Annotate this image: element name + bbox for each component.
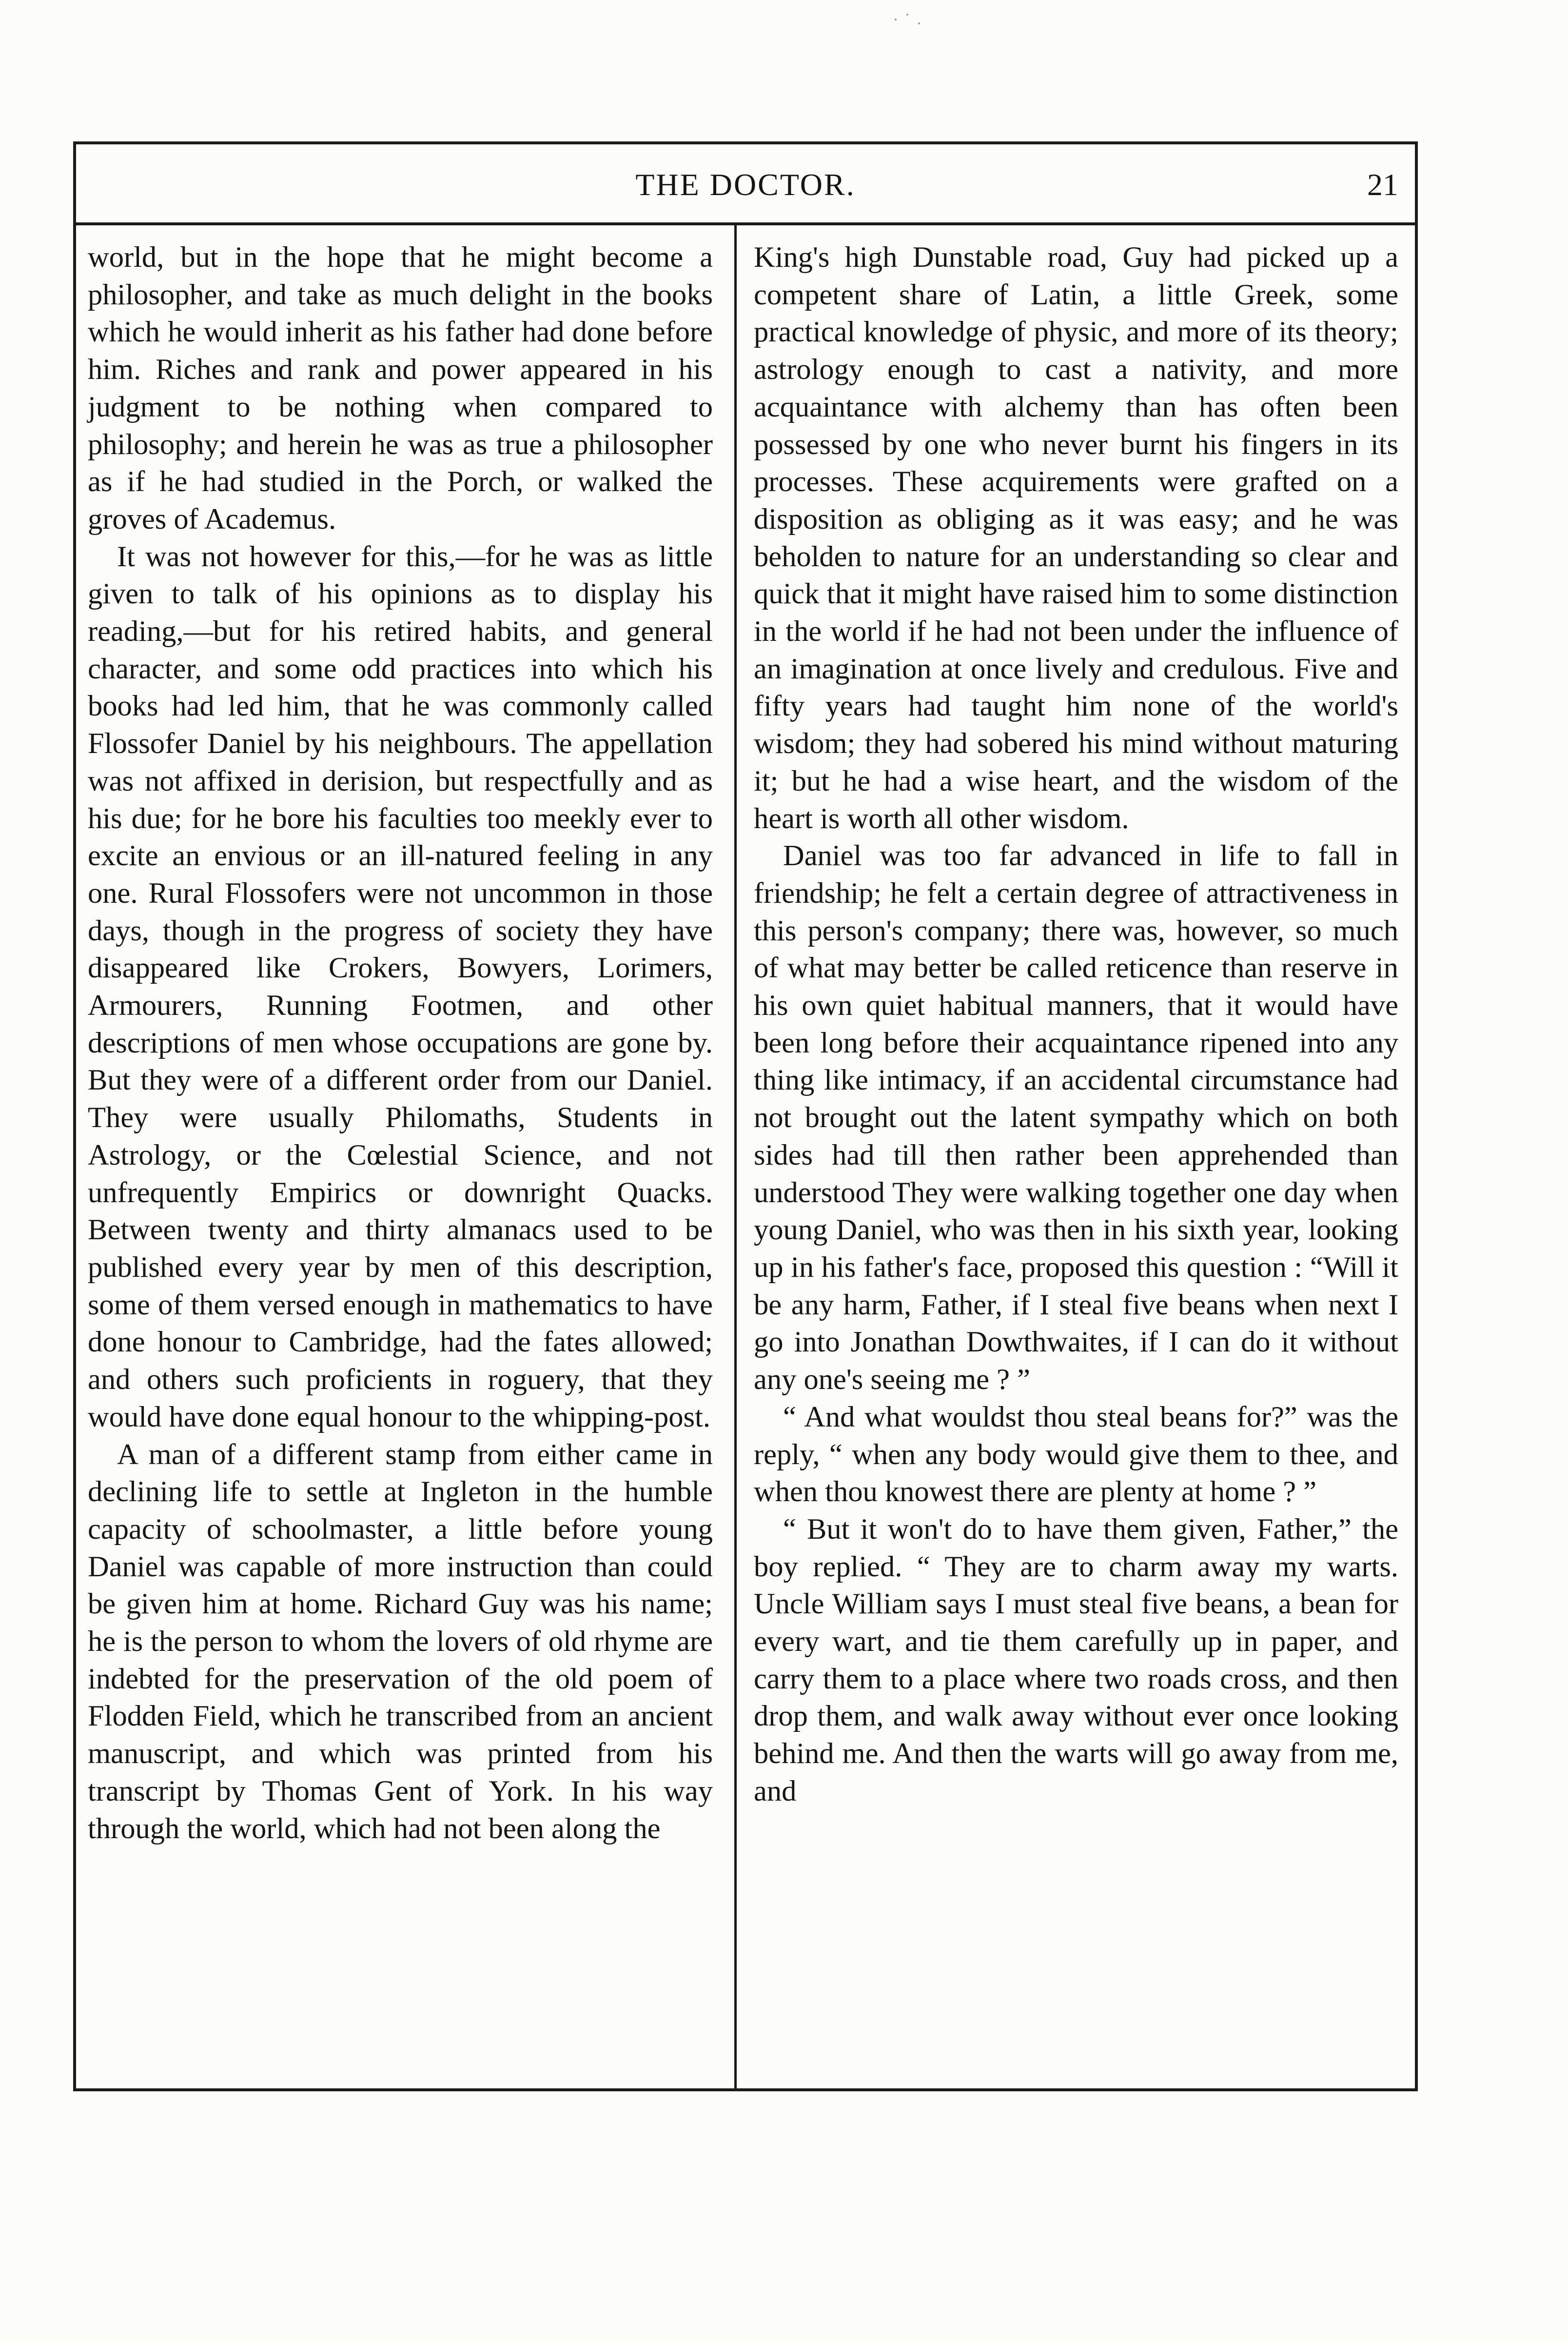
- running-header: [76, 144, 1415, 225]
- paper-specks: [895, 10, 924, 29]
- paragraph: A man of a different stamp from either came in declining life to settle at Ingleton in the humble capacity of schoolmaster, a little before young Daniel was capable of more instruction than could be given him at home. Richard Guy was his name; he is the person to whom the lovers of old rhyme are indebted for the preservation of the old poem of Flodden Field, which he transcribed from an ancient manuscript, and which was printed from his transcript by Thomas Gent of York. In his way through the world, which had not been along the: [88, 1438, 713, 1845]
- paragraph: Daniel was too far advanced in life to fall in friendship; he felt a certain degree of attractiveness in this person's company; there was, however, so much of what may better be called reticence than reserve in his own quiet habitual manners, that it would have been long before their acquaintance ripened into any thing like intimacy, if an accidental circumstance had not brought out the latent sympathy which on both sides had till then rather been apprehended than understood They were walking together one day when young Daniel, who was then in his sixth year, looking up in his father's face, proposed this question : “Will it be any harm, Father, if I steal five beans when next I go into Jonathan Dowthwaites, if I can do it without any one's seeing me ? ”: [754, 839, 1398, 1396]
- paragraph: It was not however for this,—for he was as little given to talk of his opinions as to display his reading,—but for his retired habits, and general character, and some odd practices into which his books had led him, that he was commonly called Flossofer Daniel by his neighbours. The appellation was not affixed in derision, but respectfully and as his due; for he bore his faculties too meekly ever to excite an envious or an ill-natured feeling in any one. Rural Flossofers were not uncommon in those days, though in the progress of society they have disappeared like Crokers, Bowyers, Lorimers, Armourers, Running Footmen, and other descriptions of men whose occupations are gone by. But they were of a different order from our Daniel. They were usually Philomaths, Students in Astrology, or the Cœlestial Science, and not unfrequently Empirics or downright Quacks. Between twenty and thirty almanacs used to be published every year by men of this description, some of them versed enough in mathematics to have done honour to Cambridge, had the fates allowed; and others such proficients in roguery, that they would have done equal honour to the whipping-post.: [88, 540, 713, 1433]
- paragraph: “ And what wouldst thou steal beans for?” was the reply, “ when any body would give them to thee, and when thou knowest there are plenty at home ? ”: [754, 1400, 1398, 1508]
- left-column: [76, 239, 727, 2069]
- page-frame: [73, 141, 1418, 2091]
- speck: [906, 14, 908, 16]
- paragraph: King's high Dunstable road, Guy had picked up a competent share of Latin, a little Greek, some practical knowledge of physic, and more of its theory; astrology enough to cast a nativity, and more acquaintance with alchemy than has often been possessed by one who never burnt his fingers in its processes. These acquirements were grafted on a disposition as obliging as it was easy; and he was beholden to nature for an understanding so clear and quick that it might have raised him to some distinction in the world if he had not been under the influence of an imagination at once lively and credulous. Five and fifty years had taught him none of the world's wisdom; they had sobered his mind without maturing it; but he had a wise heart, and the wisdom of the heart is worth all other wisdom.: [754, 241, 1398, 835]
- speck: [918, 22, 920, 24]
- paragraph: world, but in the hope that he might become a philosopher, and take as much delight in the books which he would inherit as his father had done before him. Riches and rank and power appeared in his judgment to be nothing when compared to philosophy; and herein he was as true a philosopher as if he had studied in the Porch, or walked the groves of Academus.: [88, 241, 713, 536]
- running-title: THE DOCTOR.: [635, 167, 856, 202]
- right-column: [741, 239, 1415, 2069]
- page-number: 21: [1367, 167, 1398, 202]
- column-divider: [734, 222, 737, 2088]
- speck: [895, 19, 897, 20]
- paragraph: “ But it won't do to have them given, Father,” the boy replied. “ They are to charm away my warts. Uncle William says I must steal five beans, a bean for every wart, and tie them carefully up in paper, and carry them to a place where two roads cross, and then drop them, and walk away without ever once looking behind me. And then the warts will go away from me, and: [754, 1512, 1398, 1807]
